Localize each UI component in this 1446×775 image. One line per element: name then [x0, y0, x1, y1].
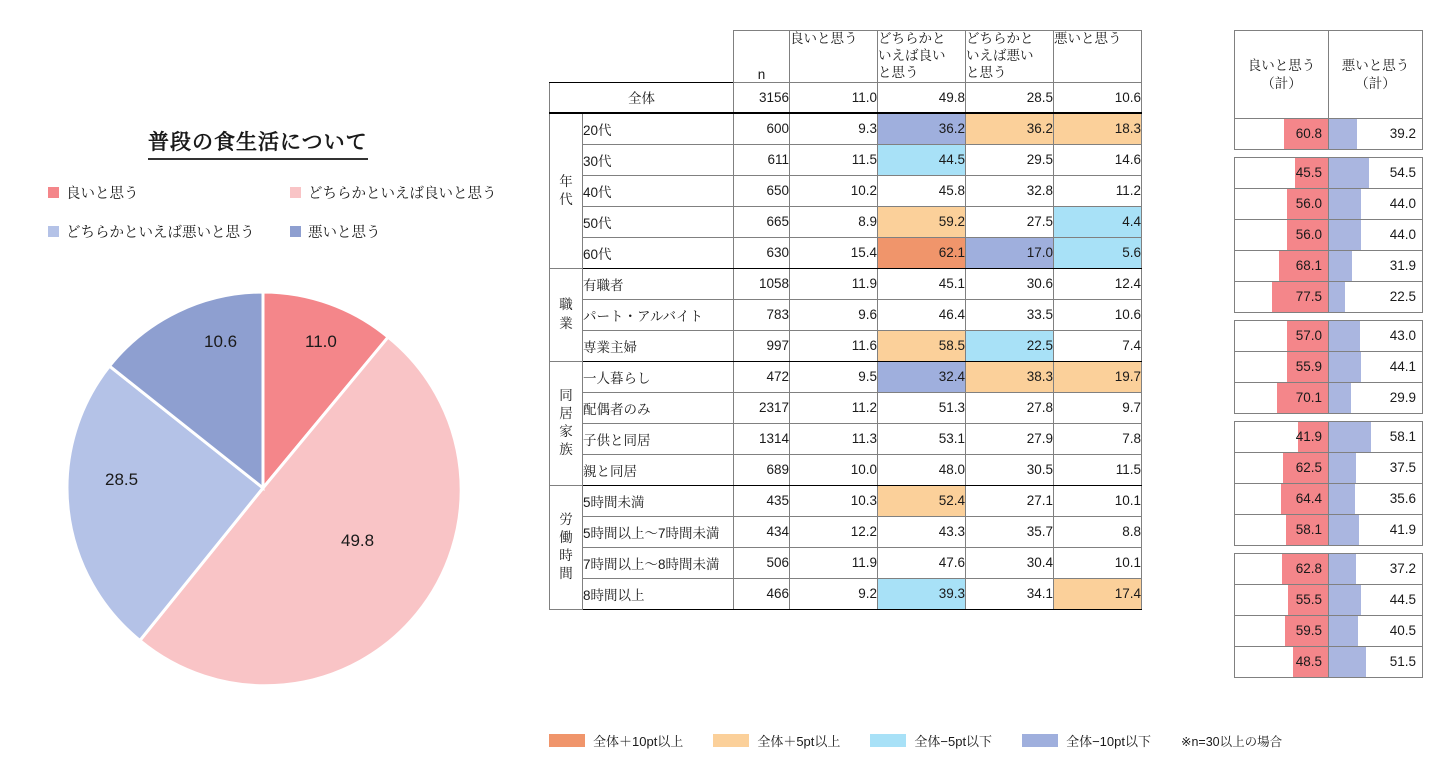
row-label: 専業主婦: [583, 330, 734, 361]
cell-n: 650: [734, 175, 790, 206]
gap-cell: [1329, 150, 1423, 158]
group-label-労働時間: 労 働 時 間: [550, 485, 583, 609]
gap-cell: [1329, 546, 1423, 554]
summary-row: [1235, 282, 1423, 313]
cell-value: 47.6: [878, 547, 966, 578]
legend-item-1: [290, 182, 497, 203]
cell-value: 35.7: [966, 516, 1054, 547]
summary-bar-negative: [1329, 422, 1423, 453]
pie-chart-panel: [0, 0, 545, 775]
footer-legend-item-3: [1022, 731, 1151, 750]
cell-value: 11.9: [790, 268, 878, 299]
gap-cell: [1329, 313, 1423, 321]
summary-bar-negative: [1329, 616, 1423, 647]
summary-row: [1235, 189, 1423, 220]
summary-value-positive: 56.0: [1295, 227, 1322, 242]
summary-row: [1235, 220, 1423, 251]
cell-value: 17.4: [1054, 578, 1142, 609]
cell-value: 44.5: [878, 144, 966, 175]
cell-n: 783: [734, 299, 790, 330]
row-label: 50代: [583, 206, 734, 237]
cell-n: 506: [734, 547, 790, 578]
group-label-職業: 職 業: [550, 268, 583, 361]
footer-legend-swatch-2: [870, 734, 906, 747]
gap-cell: [1329, 414, 1423, 422]
table-row: [550, 330, 1142, 361]
cell-value: 30.6: [966, 268, 1054, 299]
cell-value: 11.5: [1054, 454, 1142, 485]
cell-value: 10.1: [1054, 485, 1142, 516]
pie-chart: [63, 288, 463, 688]
cell-value: 4.4: [1054, 206, 1142, 237]
cell-value: 27.9: [966, 423, 1054, 454]
row-label: 40代: [583, 175, 734, 206]
pie-value-2: 28.5: [105, 470, 139, 489]
legend-item-2: [40, 221, 290, 242]
summary-bar-positive: [1235, 321, 1329, 352]
gap-cell: [1235, 150, 1329, 158]
summary-bar-positive: [1235, 616, 1329, 647]
table-row: [550, 547, 1142, 578]
cell-value: 7.4: [1054, 330, 1142, 361]
cell-n: 435: [734, 485, 790, 516]
summary-bar-negative: [1329, 383, 1423, 414]
row-label: 一人暮らし: [583, 361, 734, 392]
cell-value: 18.3: [1054, 113, 1142, 144]
cell-value: 45.1: [878, 268, 966, 299]
cell-value: 9.2: [790, 578, 878, 609]
footer-legend: [549, 731, 1282, 750]
cell-value: 10.1: [1054, 547, 1142, 578]
cell-n: 2317: [734, 392, 790, 423]
summary-row: [1235, 554, 1423, 585]
cell-value: 5.6: [1054, 237, 1142, 268]
cell-n: 1058: [734, 268, 790, 299]
table-row: [550, 361, 1142, 392]
summary-bar-negative: [1329, 220, 1423, 251]
summary-bar-negative: [1329, 484, 1423, 515]
summary-bar-positive: [1235, 585, 1329, 616]
summary-row: [1235, 352, 1423, 383]
summary-value-negative: 54.5: [1389, 165, 1416, 180]
summary-value-negative: 31.9: [1389, 258, 1416, 273]
summary-bar-negative: [1329, 251, 1423, 282]
summary-value-positive: 41.9: [1295, 429, 1322, 444]
summary-header-row: [1235, 31, 1423, 119]
cell-value: 62.1: [878, 237, 966, 268]
table-row: [550, 237, 1142, 268]
summary-bar-positive: [1235, 119, 1329, 150]
cell-value: 11.0: [790, 82, 878, 113]
cell-value: 12.2: [790, 516, 878, 547]
table-row: [550, 299, 1142, 330]
footer-legend-item-2: [870, 731, 992, 750]
summary-value-positive: 55.9: [1295, 359, 1322, 374]
footer-legend-label-2: 全体−5pt以下: [914, 734, 993, 749]
summary-row: [1235, 616, 1423, 647]
summary-bar-positive: [1235, 282, 1329, 313]
cell-value: 36.2: [966, 113, 1054, 144]
cell-value: 10.3: [790, 485, 878, 516]
summary-bar-positive: [1235, 554, 1329, 585]
summary-bar-positive: [1235, 189, 1329, 220]
footer-legend-label-1: 全体＋5pt以上: [757, 734, 841, 749]
cell-value: 43.3: [878, 516, 966, 547]
summary-row: [1235, 251, 1423, 282]
summary-gap: [1235, 546, 1423, 554]
gap-cell: [1235, 414, 1329, 422]
summary-bar-negative: [1329, 554, 1423, 585]
legend-item-0: [40, 182, 290, 203]
cell-value: 38.3: [966, 361, 1054, 392]
table-row: [550, 454, 1142, 485]
footer-legend-item-0: [549, 731, 683, 750]
cell-n: 997: [734, 330, 790, 361]
cell-n: 466: [734, 578, 790, 609]
row-label: 8時間以上: [583, 578, 734, 609]
summary-row: [1235, 453, 1423, 484]
column-header-3: どちらかと いえば悪い と思う: [966, 31, 1054, 83]
cell-value: 33.5: [966, 299, 1054, 330]
cell-value: 22.5: [966, 330, 1054, 361]
table-row: [550, 113, 1142, 144]
column-header-n: n: [734, 31, 790, 83]
cell-value: 11.2: [790, 392, 878, 423]
summary-gap: [1235, 313, 1423, 321]
cell-value: 10.2: [790, 175, 878, 206]
cell-value: 11.2: [1054, 175, 1142, 206]
cell-value: 29.5: [966, 144, 1054, 175]
footer-note: ※n=30以上の場合: [1180, 734, 1283, 749]
summary-value-positive: 62.8: [1295, 561, 1322, 576]
cell-value: 10.0: [790, 454, 878, 485]
cell-value: 11.6: [790, 330, 878, 361]
footer-legend-label-3: 全体−10pt以下: [1066, 734, 1151, 749]
row-label: 30代: [583, 144, 734, 175]
table-row: [550, 578, 1142, 609]
cell-value: 32.8: [966, 175, 1054, 206]
legend-label-2: どちらかといえば悪いと思う: [66, 225, 255, 241]
summary-value-negative: 44.1: [1389, 359, 1416, 374]
cell-value: 19.7: [1054, 361, 1142, 392]
summary-value-negative: 58.1: [1389, 429, 1416, 444]
row-label: 配偶者のみ: [583, 392, 734, 423]
cell-value: 45.8: [878, 175, 966, 206]
cell-value: 10.6: [1054, 299, 1142, 330]
cell-value: 28.5: [966, 82, 1054, 113]
summary-value-negative: 37.2: [1389, 561, 1416, 576]
cell-value: 14.6: [1054, 144, 1142, 175]
cell-value: 9.6: [790, 299, 878, 330]
summary-row: [1235, 158, 1423, 189]
row-label: 5時間未満: [583, 485, 734, 516]
legend-swatch-1: [290, 187, 301, 198]
legend-swatch-2: [48, 226, 59, 237]
summary-value-negative: 40.5: [1389, 623, 1416, 638]
summary-value-negative: 41.9: [1389, 522, 1416, 537]
cell-value: 10.6: [1054, 82, 1142, 113]
cell-n: 689: [734, 454, 790, 485]
cell-value: 51.3: [878, 392, 966, 423]
cell-value: 46.4: [878, 299, 966, 330]
cell-value: 11.9: [790, 547, 878, 578]
cell-value: 58.5: [878, 330, 966, 361]
summary-bar-positive: [1235, 453, 1329, 484]
row-label: 7時間以上～8時間未満: [583, 547, 734, 578]
cell-value: 27.1: [966, 485, 1054, 516]
summary-value-positive: 62.5: [1295, 460, 1322, 475]
footer-legend-item-1: [713, 731, 840, 750]
summary-bar-positive: [1235, 158, 1329, 189]
summary-row: [1235, 422, 1423, 453]
summary-bar-negative: [1329, 282, 1423, 313]
row-label: パート・アルバイト: [583, 299, 734, 330]
group-label-同居家族: 同 居 家 族: [550, 361, 583, 485]
pie-value-1: 49.8: [341, 531, 375, 550]
legend-item-3: [290, 221, 381, 242]
row-label: 親と同居: [583, 454, 734, 485]
cell-n: 600: [734, 113, 790, 144]
summary-bar-negative: [1329, 119, 1423, 150]
summary-row: [1235, 383, 1423, 414]
cell-n: 3156: [734, 82, 790, 113]
table-row: [550, 392, 1142, 423]
table-row: [550, 423, 1142, 454]
group-label-年代: 年 代: [550, 113, 583, 268]
row-label-total: 全体: [550, 82, 734, 113]
summary-value-positive: 56.0: [1295, 196, 1322, 211]
cell-value: 49.8: [878, 82, 966, 113]
summary-bar-positive: [1235, 220, 1329, 251]
table-row: [550, 144, 1142, 175]
table-row: [550, 206, 1142, 237]
table-row: [550, 485, 1142, 516]
cell-value: 39.3: [878, 578, 966, 609]
cell-value: 59.2: [878, 206, 966, 237]
cell-value: 11.5: [790, 144, 878, 175]
summary-row: [1235, 119, 1423, 150]
cell-n: 1314: [734, 423, 790, 454]
cell-n: 630: [734, 237, 790, 268]
cell-value: 9.3: [790, 113, 878, 144]
summary-gap: [1235, 150, 1423, 158]
summary-value-negative: 22.5: [1389, 289, 1416, 304]
page-title: 普段の食生活について: [148, 126, 368, 160]
summary-bar-positive: [1235, 515, 1329, 546]
summary-bar-negative: [1329, 189, 1423, 220]
legend-label-1: どちらかといえば良いと思う: [308, 186, 497, 202]
header-spacer-2: [583, 31, 734, 83]
summary-row: [1235, 585, 1423, 616]
summary-gap: [1235, 414, 1423, 422]
column-header-2: どちらかと いえば良い と思う: [878, 31, 966, 83]
legend-label-3: 悪いと思う: [308, 225, 381, 241]
cell-value: 12.4: [1054, 268, 1142, 299]
summary-bar-negative: [1329, 352, 1423, 383]
pie-value-3: 10.6: [204, 332, 238, 351]
footer-legend-swatch-1: [713, 734, 749, 747]
cell-value: 30.4: [966, 547, 1054, 578]
footer-legend-swatch-0: [549, 734, 585, 747]
cell-value: 7.8: [1054, 423, 1142, 454]
summary-row: [1235, 321, 1423, 352]
summary-bar-negative: [1329, 158, 1423, 189]
gap-cell: [1235, 313, 1329, 321]
legend-label-0: 良いと思う: [66, 186, 139, 202]
cell-value: 36.2: [878, 113, 966, 144]
cell-value: 15.4: [790, 237, 878, 268]
summary-value-positive: 45.5: [1295, 165, 1322, 180]
summary-bar-positive: [1235, 383, 1329, 414]
table-row: [550, 82, 1142, 113]
cell-value: 27.5: [966, 206, 1054, 237]
summary-value-negative: 43.0: [1389, 328, 1416, 343]
footer-legend-label-0: 全体＋10pt以上: [593, 734, 684, 749]
summary-bar-negative: [1329, 321, 1423, 352]
summary-value-positive: 77.5: [1295, 289, 1322, 304]
footer-legend-swatch-3: [1022, 734, 1058, 747]
summary-row: [1235, 647, 1423, 678]
summary-value-negative: 35.6: [1389, 491, 1416, 506]
summary-bar-positive: [1235, 251, 1329, 282]
legend-swatch-3: [290, 226, 301, 237]
summary-bar-positive: [1235, 647, 1329, 678]
crosstab-table: [549, 30, 1142, 610]
summary-column-header-2: 悪いと思う （計）: [1329, 31, 1423, 119]
cell-value: 52.4: [878, 485, 966, 516]
summary-row: [1235, 484, 1423, 515]
summary-bar-positive: [1235, 484, 1329, 515]
table-header-row: [550, 31, 1142, 83]
summary-value-negative: 44.0: [1389, 227, 1416, 242]
cell-n: 472: [734, 361, 790, 392]
cell-value: 48.0: [878, 454, 966, 485]
cell-n: 611: [734, 144, 790, 175]
pie-value-0: 11.0: [305, 332, 337, 351]
summary-value-positive: 58.1: [1295, 522, 1322, 537]
legend-swatch-0: [48, 187, 59, 198]
gap-cell: [1235, 546, 1329, 554]
row-label: 子供と同居: [583, 423, 734, 454]
cell-value: 27.8: [966, 392, 1054, 423]
table-row: [550, 175, 1142, 206]
cell-value: 9.7: [1054, 392, 1142, 423]
row-label: 20代: [583, 113, 734, 144]
summary-bar-negative: [1329, 515, 1423, 546]
summary-bar-negative: [1329, 585, 1423, 616]
summary-bar-negative: [1329, 453, 1423, 484]
summary-value-negative: 39.2: [1389, 126, 1416, 141]
cell-value: 53.1: [878, 423, 966, 454]
summary-value-positive: 55.5: [1295, 592, 1322, 607]
cell-value: 11.3: [790, 423, 878, 454]
summary-value-positive: 64.4: [1295, 491, 1322, 506]
summary-value-positive: 70.1: [1295, 390, 1322, 405]
summary-value-negative: 44.0: [1389, 196, 1416, 211]
cell-n: 665: [734, 206, 790, 237]
summary-row: [1235, 515, 1423, 546]
summary-column-header-1: 良いと思う （計）: [1235, 31, 1329, 119]
cell-value: 30.5: [966, 454, 1054, 485]
pie-legend: [40, 182, 530, 260]
summary-value-positive: 68.1: [1295, 258, 1322, 273]
table-row: [550, 268, 1142, 299]
row-label: 60代: [583, 237, 734, 268]
table-row: [550, 516, 1142, 547]
cell-value: 32.4: [878, 361, 966, 392]
summary-bar-table: [1234, 30, 1423, 678]
row-label: 5時間以上～7時間未満: [583, 516, 734, 547]
column-header-4: 悪いと思う: [1054, 31, 1142, 83]
cell-value: 9.5: [790, 361, 878, 392]
header-spacer: [550, 31, 583, 83]
cell-value: 8.9: [790, 206, 878, 237]
summary-bar-positive: [1235, 352, 1329, 383]
row-label: 有職者: [583, 268, 734, 299]
summary-value-positive: 59.5: [1295, 623, 1322, 638]
cell-n: 434: [734, 516, 790, 547]
cell-value: 17.0: [966, 237, 1054, 268]
summary-bar-negative: [1329, 647, 1423, 678]
summary-value-negative: 51.5: [1389, 654, 1416, 669]
column-header-1: 良いと思う: [790, 31, 878, 83]
cell-value: 34.1: [966, 578, 1054, 609]
summary-value-positive: 60.8: [1295, 126, 1322, 141]
cell-value: 8.8: [1054, 516, 1142, 547]
summary-value-positive: 57.0: [1295, 328, 1322, 343]
summary-bar-positive: [1235, 422, 1329, 453]
summary-value-positive: 48.5: [1295, 654, 1322, 669]
summary-value-negative: 29.9: [1389, 390, 1416, 405]
summary-value-negative: 44.5: [1389, 592, 1416, 607]
summary-value-negative: 37.5: [1389, 460, 1416, 475]
